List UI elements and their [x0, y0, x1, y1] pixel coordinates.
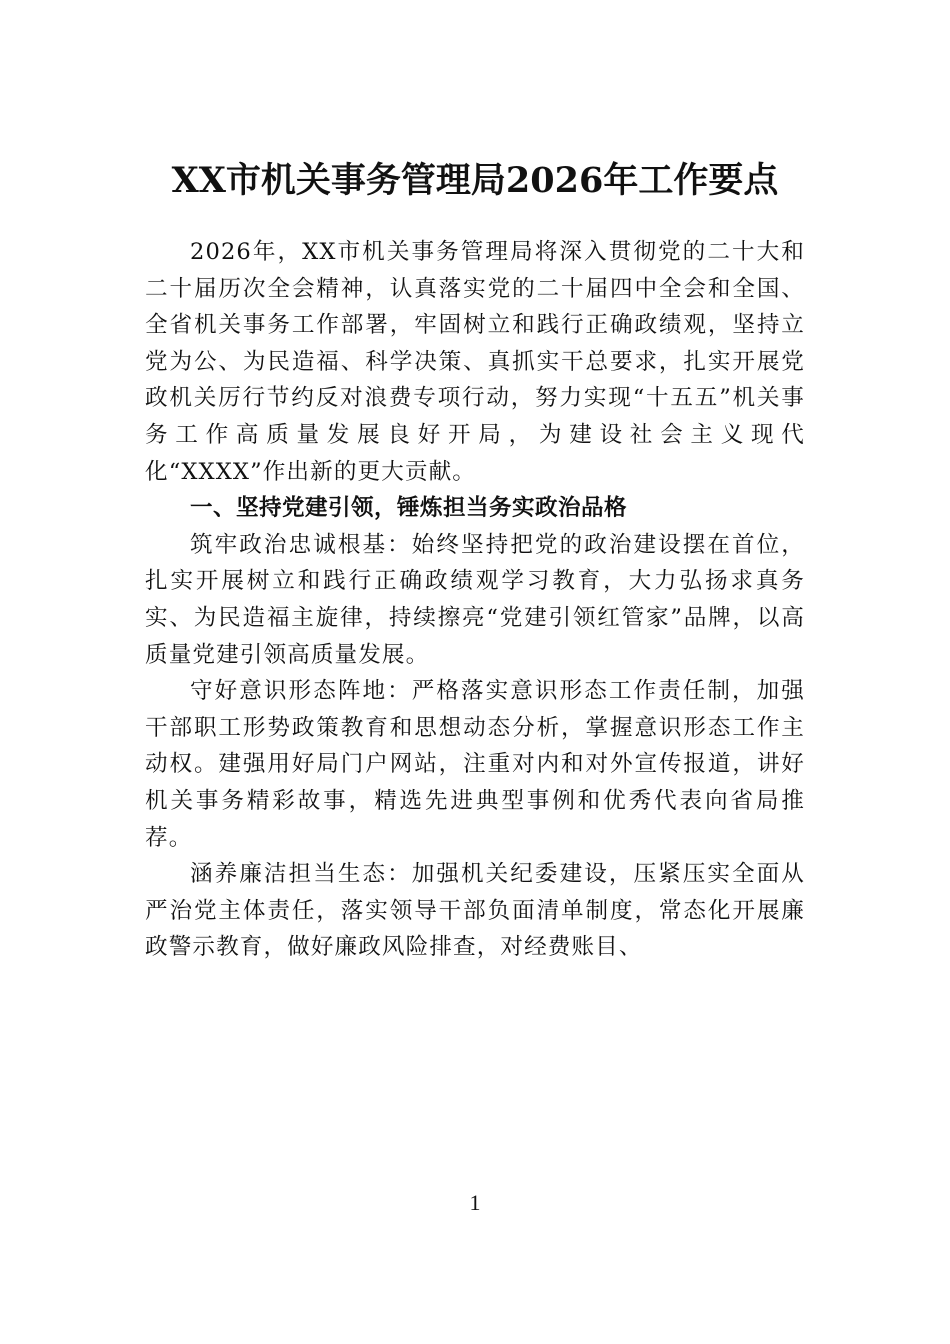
section1-paragraph: 涵养廉洁担当生态：加强机关纪委建设，压紧压实全面从严治党主体责任，落实领导干部负面清单制度，常态化开展廉政警示教育，做好廉政风险排查，对经费账目、: [145, 861, 805, 961]
intro-paragraph: 2026年，XX市机关事务管理局将深入贯彻党的二十大和二十届历次全会精神，认真落实党的二十届四中全会和全国、全省机关事务工作部署，牢固树立和践行正确政绩观，坚持立党为公、为民造福、科学决策、真抓实干总要求，扎实开展党政机关厉行节约反对浪费专项行动，努力实现“十五五”机关事务工作高质量发展良好开局，为建设社会主义现代化“XXXX”作出新的更大贡献。: [145, 239, 805, 485]
section1-paragraph: 筑牢政治忠诚根基：始终坚持把党的政治建设摆在首位，扎实开展树立和践行正确政绩观学习教育，大力弘扬求真务实、为民造福主旋律，持续擦亮“党建引领红管家”品牌，以高质量党建引领高质量发展。: [145, 531, 805, 668]
document-title: XX市机关事务管理局2026年工作要点: [171, 160, 779, 201]
section-heading-1: 一、坚持党建引领，锤炼担当务实政治品格: [190, 495, 628, 522]
page-number: 1: [469, 1190, 481, 1215]
document-body: [145, 234, 805, 966]
section1-paragraph: 守好意识形态阵地：严格落实意识形态工作责任制，加强干部职工形势政策教育和思想动态分析，掌握意识形态工作主动权。建强用好局门户网站，注重对内和对外宣传报道，讲好机关事务精彩故事，精选先进典型事例和优秀代表向省局推荐。: [145, 678, 805, 851]
